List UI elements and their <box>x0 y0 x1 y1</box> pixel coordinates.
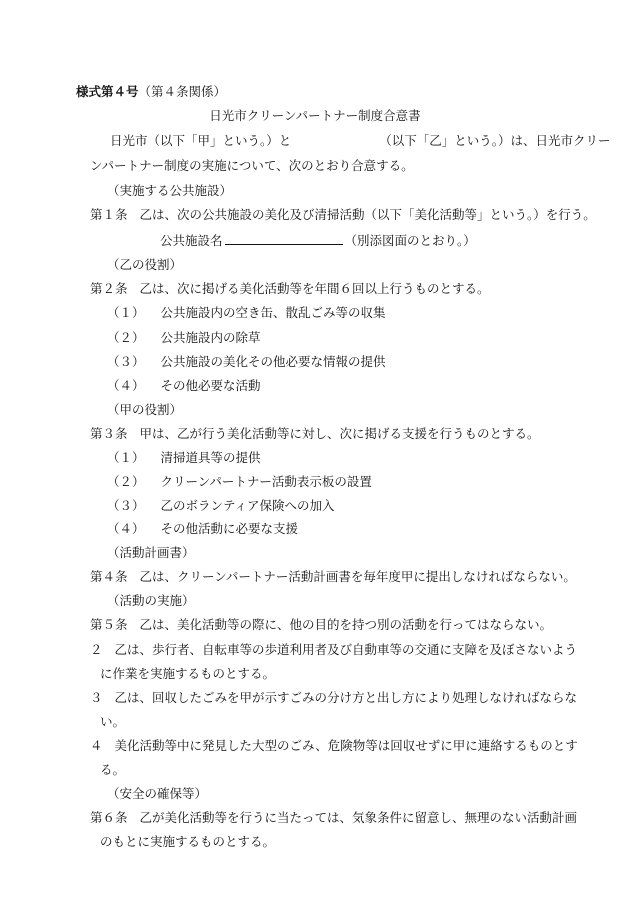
article-4-heading: （活動計画書） <box>107 545 195 560</box>
form-relation: （第４条関係） <box>138 84 227 99</box>
article-5-para-4-cont: る。 <box>100 762 126 777</box>
article-1-heading: （実施する公共施設） <box>107 183 233 198</box>
facility-name-blank <box>225 232 343 245</box>
article-5-para-4: ４ 美化活動等中に発見した大型のごみ、危険物等は回収せずに甲に連絡するものとす <box>90 738 578 753</box>
article-5-para-3-cont: い。 <box>100 714 126 729</box>
article-5-para-3: ３ 乙は、回収したごみを甲が示すごみの分け方と出し方により処理しなければならな <box>90 690 578 705</box>
article-6-text: 第６条 乙が美化活動等を行うに当たっては、気象条件に留意し、無理のない活動計画 <box>90 810 578 825</box>
facility-name-line: 公共施設名 （別添図面のとおり。） <box>160 233 476 248</box>
article-1-text: 第１条 乙は、次の公共施設の美化及び清掃活動（以下「美化活動等」という。）を行う。 <box>90 207 596 222</box>
list-item: （４） その他必要な活動 <box>107 378 261 393</box>
article-2-text: 第２条 乙は、次に掲げる美化活動等を年間６回以上行うものとする。 <box>90 281 490 296</box>
list-item: （４） その他活動に必要な支援 <box>107 521 299 536</box>
article-3-text: 第３条 甲は、乙が行う美化活動等に対し、次に掲げる支援を行うものとする。 <box>90 426 540 441</box>
article-5-para-2: ２ 乙は、歩行者、自転車等の歩道利用者及び自動車等の交通に支障を及ぼさないよう <box>90 642 578 657</box>
article-2-heading: （乙の役割） <box>107 257 183 272</box>
list-item: （３） 乙のボランティア保険への加入 <box>107 498 335 513</box>
form-label: 様式第４号 <box>76 84 139 99</box>
article-3-heading: （甲の役割） <box>107 402 183 417</box>
list-item: （３） 公共施設の美化その他必要な情報の提供 <box>107 354 386 369</box>
list-item: （１） 公共施設内の空き缶、散乱ごみ等の収集 <box>107 305 386 320</box>
intro-line-2: ンパートナー制度の実施について、次のとおり合意する。 <box>90 158 414 173</box>
article-5-heading: （活動の実施） <box>107 593 195 608</box>
article-5-text: 第５条 乙は、美化活動等の際に、他の目的を持つ別の活動を行ってはならない。 <box>90 617 553 632</box>
article-4-text: 第４条 乙は、クリーンパートナー活動計画書を毎年度甲に提出しなければならない。 <box>90 569 576 584</box>
list-item: （１） 清掃道具等の提供 <box>107 450 261 465</box>
list-item: （２） クリーンパートナー活動表示板の設置 <box>107 474 372 489</box>
form-number <box>76 84 226 100</box>
article-6-text-cont: のもとに実施するものとする。 <box>100 834 276 849</box>
article-6-heading: （安全の確保等） <box>107 786 208 801</box>
article-5-para-2-cont: に作業を実施するものとする。 <box>100 666 276 681</box>
document-title: 日光市クリーンパートナー制度合意書 <box>209 108 421 123</box>
list-item: （２） 公共施設内の除草 <box>107 330 261 345</box>
intro-line-1: 日光市（以下「甲」という。）と （以下「乙」という。）は、日光市クリー <box>110 133 611 148</box>
